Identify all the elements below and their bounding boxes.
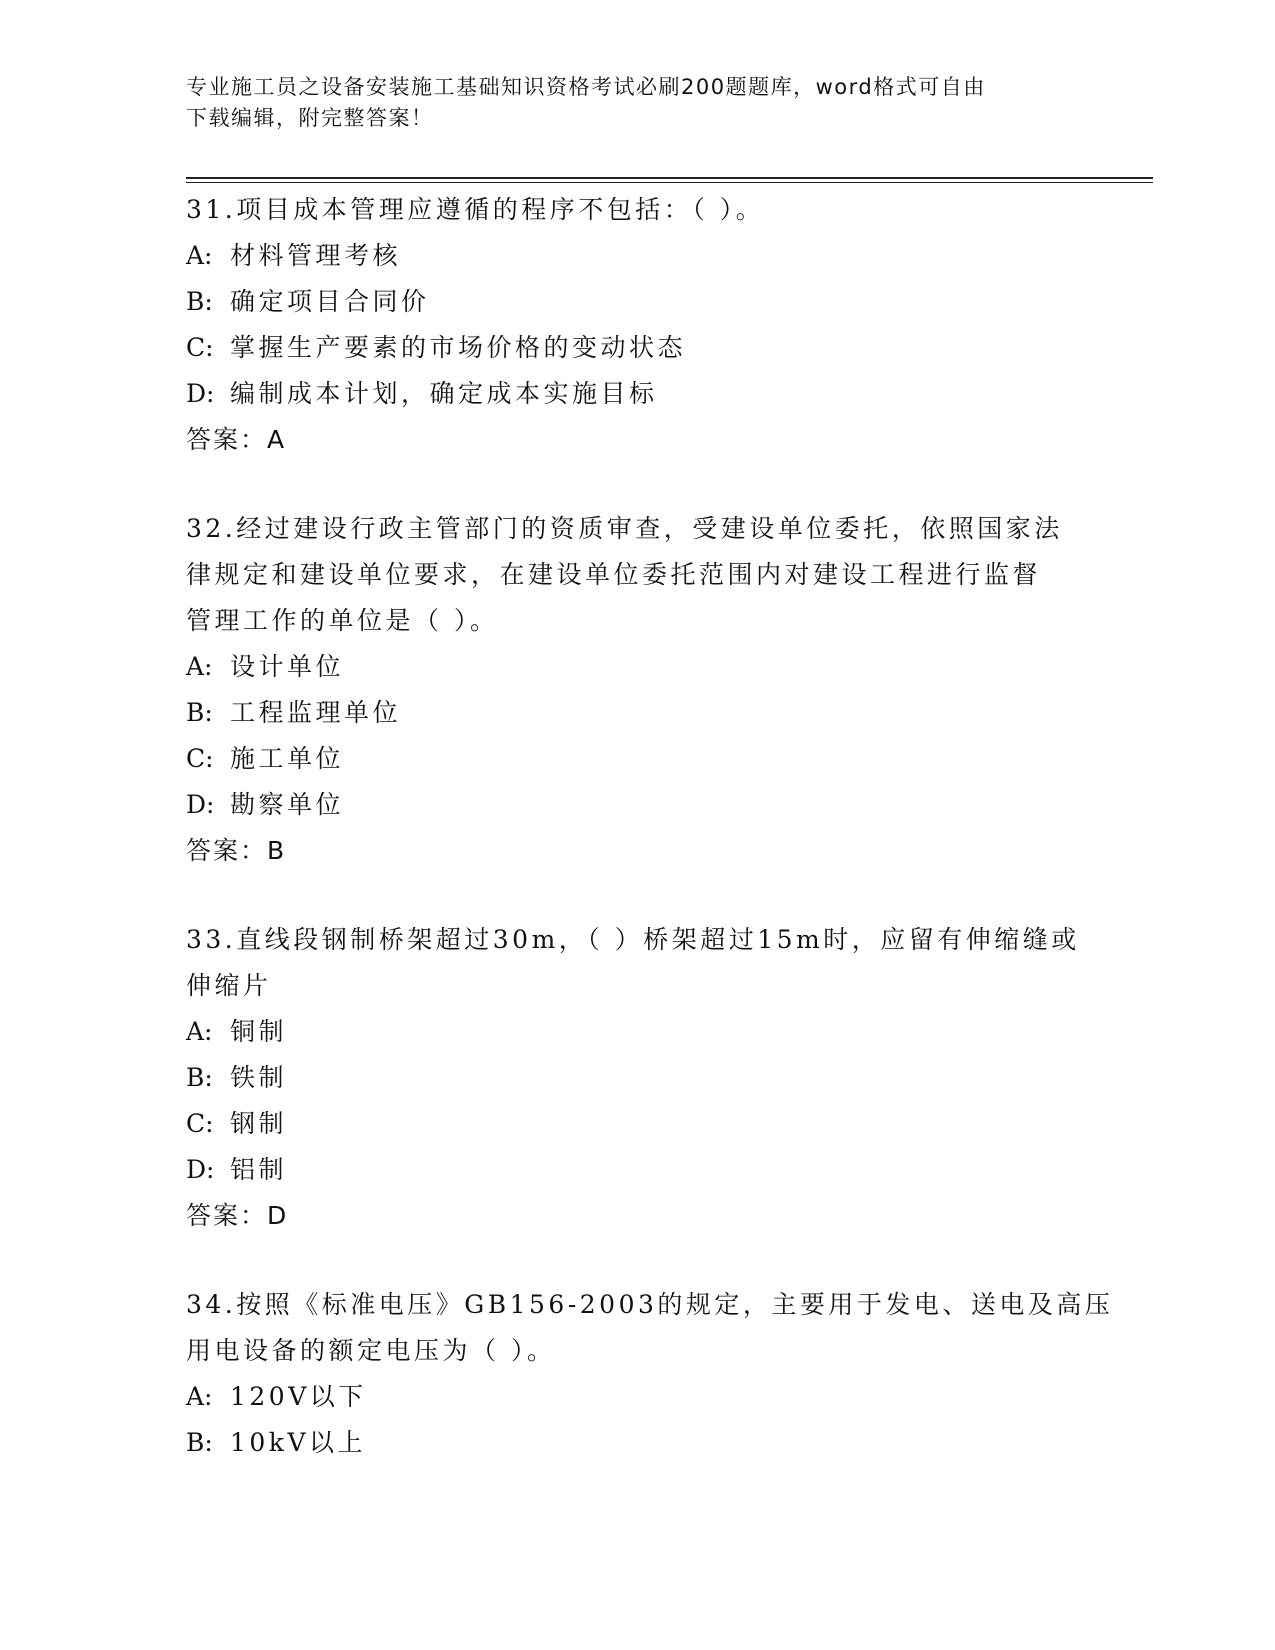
option-row xyxy=(186,1055,1086,1101)
option-key: B: xyxy=(186,1063,213,1092)
option-text: 10kV以上 xyxy=(230,1428,367,1457)
option-row xyxy=(186,233,1086,279)
option-text: 确定项目合同价 xyxy=(230,287,430,316)
option-text: 掌握生产要素的市场价格的变动状态 xyxy=(230,333,687,362)
question-item xyxy=(186,1282,1114,1466)
option-text: 120V以下 xyxy=(230,1382,367,1411)
option-row xyxy=(186,690,1086,736)
question-stem-line: 34.按照《标准电压》GB156-2003的规定，主要用于发电、送电及高压 xyxy=(186,1290,1114,1319)
option-row xyxy=(186,1147,1086,1193)
option-key: A: xyxy=(186,1382,213,1411)
option-key: C: xyxy=(186,744,214,773)
option-text: 编制成本计划，确定成本实施目标 xyxy=(230,379,658,408)
option-text: 钢制 xyxy=(230,1109,288,1138)
header-divider-thin xyxy=(186,182,1153,183)
option-text: 铁制 xyxy=(230,1063,288,1092)
document-header xyxy=(186,72,1086,134)
answer-line: 答案：D xyxy=(186,1201,289,1230)
option-row xyxy=(186,782,1086,828)
answer-line: 答案：A xyxy=(186,425,287,454)
question-stem-line: 律规定和建设单位要求，在建设单位委托范围内对建设工程进行监督 xyxy=(186,560,1042,589)
option-text: 铜制 xyxy=(230,1017,288,1046)
header-line-1: 专业施工员之设备安装施工基础知识资格考试必刷200题题库，word格式可自由 xyxy=(186,75,986,99)
option-key: C: xyxy=(186,1109,214,1138)
option-text: 设计单位 xyxy=(230,652,345,681)
option-row xyxy=(186,371,1086,417)
option-row xyxy=(186,279,1086,325)
option-text: 勘察单位 xyxy=(230,790,345,819)
question-item xyxy=(186,917,1086,1239)
question-stem-line: 33.直线段钢制桥架超过30m，（ ）桥架超过15m时，应留有伸缩缝或 xyxy=(186,925,1080,954)
answer-line: 答案：B xyxy=(186,836,287,865)
option-key: D: xyxy=(186,1155,215,1184)
option-key: B: xyxy=(186,287,213,316)
question-stem-line: 32.经过建设行政主管部门的资质审查，受建设单位委托，依照国家法 xyxy=(186,514,1063,543)
option-text: 材料管理考核 xyxy=(230,241,402,270)
option-text: 铝制 xyxy=(230,1155,288,1184)
option-row xyxy=(186,644,1086,690)
option-row xyxy=(186,736,1086,782)
question-stem-line: 31.项目成本管理应遵循的程序不包括：（ ）。 xyxy=(186,195,765,224)
option-row xyxy=(186,1101,1086,1147)
option-key: C: xyxy=(186,333,214,362)
option-key: D: xyxy=(186,790,215,819)
option-key: A: xyxy=(186,1017,213,1046)
question-stem-line: 伸缩片 xyxy=(186,971,272,1000)
option-row xyxy=(186,325,1086,371)
question-stem-line: 用电设备的额定电压为（ ）。 xyxy=(186,1336,556,1365)
header-divider-thick xyxy=(186,177,1153,179)
option-key: B: xyxy=(186,1428,213,1457)
option-key: A: xyxy=(186,652,213,681)
option-text: 工程监理单位 xyxy=(230,698,402,727)
option-key: B: xyxy=(186,698,213,727)
option-key: A: xyxy=(186,241,213,270)
question-item xyxy=(186,187,1086,463)
option-text: 施工单位 xyxy=(230,744,345,773)
option-key: D: xyxy=(186,379,215,408)
question-item xyxy=(186,506,1086,874)
question-list xyxy=(186,187,1114,1509)
question-stem-line: 管理工作的单位是（ ）。 xyxy=(186,606,499,635)
option-row xyxy=(186,1009,1086,1055)
header-line-2: 下载编辑，附完整答案！ xyxy=(186,106,434,130)
option-row xyxy=(186,1420,1086,1466)
option-row xyxy=(186,1374,1086,1420)
